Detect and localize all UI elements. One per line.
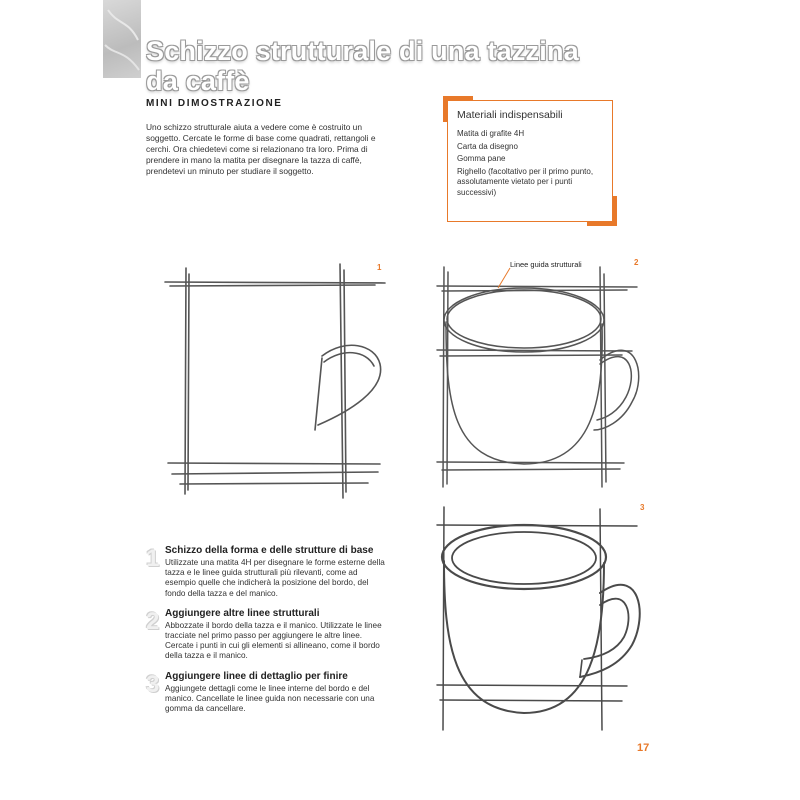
figure-number-1: 1	[377, 263, 382, 272]
step-heading: Aggiungere linee di dettaglio per finire	[165, 670, 348, 682]
step-text: Abbozzate il bordo della tazza e il manico. Utilizzate le linee tracciate nel primo passo per aggiungere le altre linee. Cercate i punti in cui gli elementi si allineano, come il bordo della tazza e il manico.	[165, 620, 382, 661]
figure-number-3: 3	[640, 503, 645, 512]
sketch-step-1	[160, 262, 390, 502]
corner-photo-texture	[103, 0, 141, 78]
step-1	[148, 545, 388, 599]
sketch-step-2	[432, 262, 644, 492]
step-number: 2	[146, 607, 160, 635]
materials-heading: Materiali indispensabili	[457, 109, 563, 121]
guide-lines-label: Linee guida strutturali	[510, 260, 582, 269]
steps-list	[148, 545, 388, 723]
page-title: Schizzo strutturale di una tazzina da caffè	[146, 36, 579, 96]
step-heading: Schizzo della forma e delle strutture di base	[165, 545, 374, 556]
step-number: 1	[146, 545, 160, 572]
step-text: Aggiungete dettagli come le linee interne del bordo e del manico. Cancellate le linee guida non necessarie con una gomma da cancellare.	[165, 683, 375, 714]
materials-item: Gomma pane	[457, 154, 506, 163]
box-accent-left	[443, 96, 448, 122]
materials-box	[447, 100, 613, 222]
figure-number-2: 2	[634, 258, 639, 267]
corner-photo	[103, 0, 141, 78]
sketch-step-3	[432, 505, 644, 735]
materials-item: Carta da disegno	[457, 141, 518, 151]
page-number: 17	[637, 742, 650, 754]
materials-item: Righello (facoltativo per il primo punto, assolutamente vietato per i punti successivi)	[457, 166, 594, 197]
step-text: Utilizzate una matita 4H per disegnare le forme esterne della tazza e le linee guida strutturali più rilevanti, come ad esempio quelle che indicherà la posizione del bordo, del fondo della tazza e del manico.	[165, 558, 385, 598]
step-number: 3	[146, 670, 160, 698]
section-label: MINI DIMOSTRAZIONE	[146, 98, 283, 109]
box-accent-right	[612, 196, 617, 226]
step-2	[148, 608, 388, 662]
materials-list	[457, 129, 603, 198]
materials-item: Matita di grafite 4H	[457, 129, 525, 138]
step-3	[148, 671, 388, 715]
intro-paragraph: Uno schizzo strutturale aiuta a vedere come è costruito un soggetto. Cercate le forme di base come quadrati, rettangoli e cerchi. Ora chiedetevi come si relazionano tra loro. Prima di prendere in mano la matita per disegnare la tazza di caffè, prendetevi un minuto per studiare il soggetto.	[146, 122, 376, 176]
step-heading: Aggiungere altre linee strutturali	[165, 607, 320, 619]
